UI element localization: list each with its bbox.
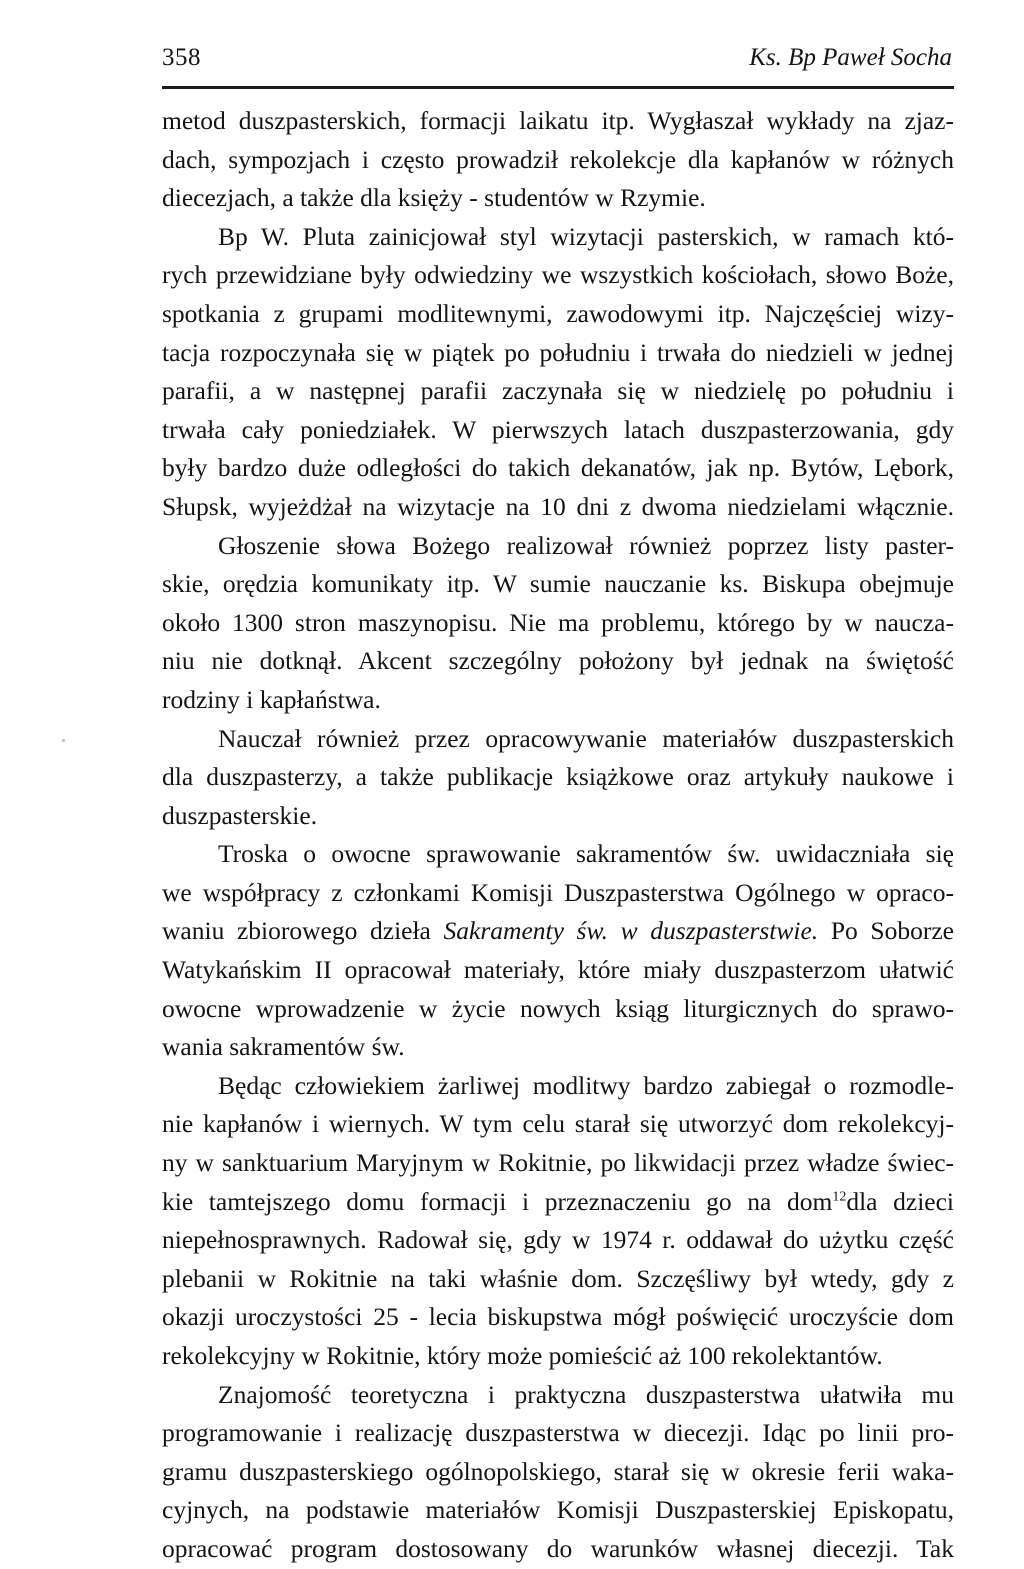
text-line: duszpasterskie.	[162, 800, 318, 830]
text-line: plebanii w Rokitnie na taki właśnie dom. Szczęśliwy był wtedy, gdy z	[162, 1263, 954, 1293]
text-line: nie kapłanów i wiernych. W tym celu starał się utworzyć dom rekolekcyj-	[162, 1109, 954, 1139]
text-line: opracować program dostosowany do warunków własnej diecezji. Tak	[162, 1533, 954, 1563]
line-segment: Po Soborze	[830, 916, 954, 946]
line-segment: kie tamtejszego domu formacji i przeznaczeniu go na dom	[162, 1186, 833, 1216]
text-line: tacja rozpoczynała się w piątek po południu i trwała do niedzieli w jednej	[162, 337, 954, 367]
text-line: owocne wprowadzenie w życie nowych ksiąg liturgicznych do sprawo-	[162, 993, 954, 1023]
body-text	[162, 102, 954, 1569]
text-line: rych przewidziane były odwiedziny we wszystkich kościołach, słowo Boże,	[162, 260, 954, 290]
text-line: diecezjach, a także dla księży - studentów w Rzymie.	[162, 183, 706, 213]
text-line: gramu duszpasterskiego ogólnopolskiego, starał się w okresie ferii waka-	[162, 1456, 954, 1486]
text-line: skie, orędzia komunikaty itp. W sumie nauczanie ks. Biskupa obejmuje	[162, 569, 954, 599]
paragraph-start-line: Nauczał również przez opracowywanie materiałów duszpasterskich	[218, 723, 954, 753]
text-line: programowanie i realizację duszpasterstwa w diecezji. Idąc po linii pro-	[162, 1418, 954, 1448]
text-line	[162, 1183, 954, 1222]
text-line: parafii, a w następnej parafii zaczynała się w niedzielę po południu i	[162, 376, 954, 406]
text-line: Watykańskim II opracował materiały, które miały duszpasterzom ułatwić	[162, 955, 954, 985]
text-line: wania sakramentów św.	[162, 1032, 405, 1062]
text-line: cyjnych, na podstawie materiałów Komisji Duszpasterskiej Episkopatu,	[162, 1495, 954, 1525]
text-line: około 1300 stron maszynopisu. Nie ma problemu, którego by w naucza-	[162, 607, 954, 637]
text-line: niepełnosprawnych. Radował się, gdy w 1974 r. oddawał do użytku część	[162, 1225, 954, 1255]
header-rule	[162, 86, 954, 89]
paragraph-start-line: Będąc człowiekiem żarliwej modlitwy bardzo zabiegał o rozmodle-	[218, 1070, 954, 1100]
text-line: były bardzo duże odległości do takich dekanatów, jak np. Bytów, Lębork,	[162, 453, 954, 483]
text-line: metod duszpasterskich, formacji laikatu itp. Wygłaszał wykłady na zjaz-	[162, 106, 954, 135]
page-number: 358	[162, 44, 201, 71]
text-line: okazji uroczystości 25 - lecia biskupstwa mógł poświęcić uroczyście dom	[162, 1302, 954, 1332]
paragraph-start-line: Bp W. Pluta zainicjował styl wizytacji pasterskich, w ramach któ-	[218, 221, 954, 251]
paragraph-start-line: Troska o owocne sprawowanie sakramentów św. uwidaczniała się	[218, 839, 954, 869]
footnote-reference: 12	[832, 1189, 847, 1205]
book-title: Sakramenty św. w duszpasterstwie.	[443, 916, 819, 946]
text-line: spotkania z grupami modlitewnymi, zawodowymi itp. Najczęściej wizy-	[162, 298, 954, 328]
text-line: we współpracy z członkami Komisji Duszpasterstwa Ogólnego w opraco-	[162, 877, 954, 907]
text-line: dla duszpasterzy, a także publikacje książkowe oraz artykuły naukowe i	[162, 762, 954, 792]
line-segment: dla dzieci	[846, 1186, 954, 1216]
line-segment: waniu zbiorowego dzieła	[162, 916, 431, 946]
text-line: dach, sympozjach i często prowadził rekolekcje dla kapłanów w różnych	[162, 144, 954, 174]
scan-speck	[62, 739, 65, 742]
running-head: Ks. Bp Paweł Socha	[749, 44, 952, 71]
page-header	[162, 38, 954, 84]
text-line: rekolekcyjny w Rokitnie, który może pomieścić aż 100 rekolektantów.	[162, 1341, 883, 1370]
text-line: trwała cały poniedziałek. W pierwszych latach duszpasterzowania, gdy	[162, 414, 954, 444]
text-line: niu nie dotknął. Akcent szczególny położony był jednak na świętość	[162, 646, 954, 676]
text-line: rodziny i kapłaństwa.	[162, 684, 381, 714]
text-line: ny w sanktuarium Maryjnym w Rokitnie, po likwidacji przez władze świec-	[162, 1148, 954, 1178]
text-line	[162, 912, 954, 951]
text-line: Słupsk, wyjeżdżał na wizytacje na 10 dni z dwoma niedzielami włącznie.	[162, 491, 954, 521]
paragraph-start-line: Głoszenie słowa Bożego realizował również poprzez listy paster-	[218, 530, 954, 560]
paragraph-start-line: Znajomość teoretyczna i praktyczna duszpasterstwa ułatwiła mu	[218, 1379, 954, 1409]
